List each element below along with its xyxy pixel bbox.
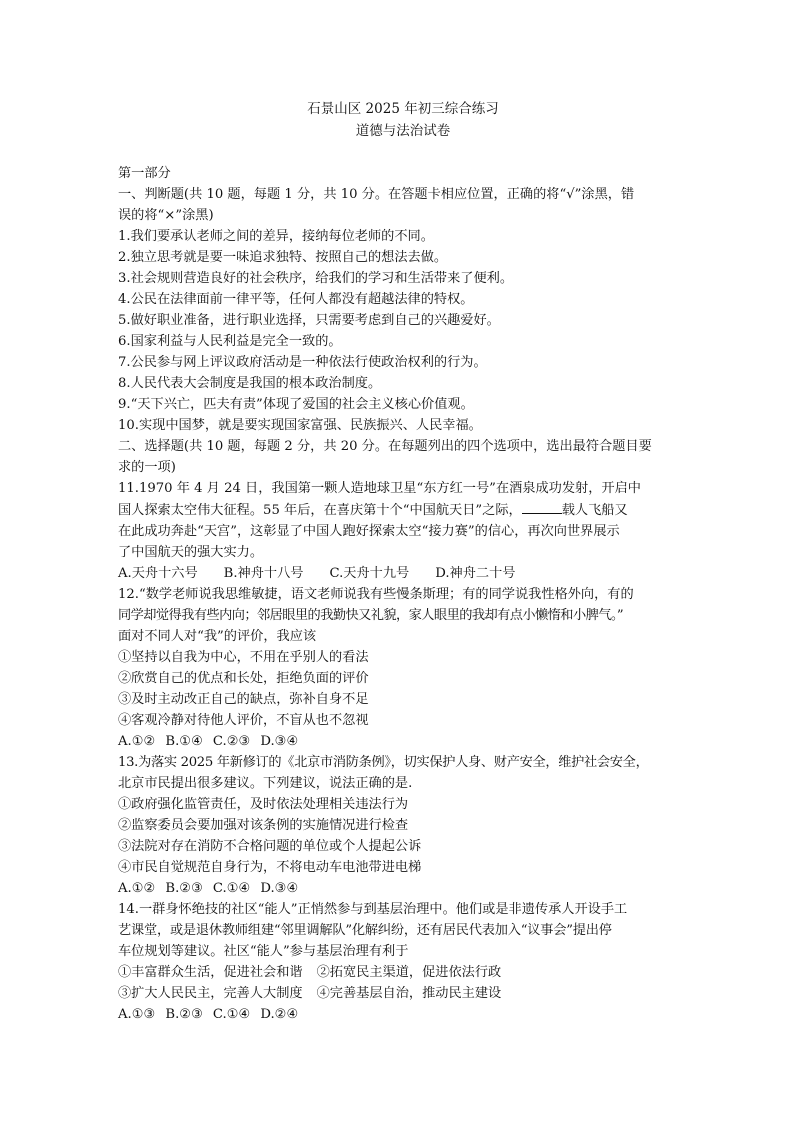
q12-item: ①坚持以自我为中心，不用在乎别人的看法 bbox=[118, 650, 369, 665]
section1-instructions: 一、判断题(共 10 题，每题 1 分，共 10 分。在答题卡相应位置，正确的将“√”涂黑，错 bbox=[118, 187, 635, 202]
option-b: B.②③ bbox=[165, 881, 203, 896]
judge-item: 1.我们要承认老师之间的差异，接纳每位老师的不同。 bbox=[118, 229, 434, 244]
q11-stem-line bbox=[118, 499, 688, 521]
option-a: A.①③ bbox=[118, 1007, 156, 1022]
q12-stem-line: 12.“数学老师说我思维敏捷，语文老师说我有些慢条斯理；有的同学说我性格外向，有的 bbox=[118, 587, 634, 602]
question-11 bbox=[118, 478, 688, 584]
fill-in-blank bbox=[522, 499, 562, 514]
question-12 bbox=[118, 584, 688, 752]
exam-subject: 道德与法治试卷 bbox=[355, 123, 451, 139]
q11-stem-part: 国人探索太空伟大征程。55 年后，在喜庆第十个“中国航天日”之际， bbox=[118, 503, 522, 518]
q11-stem-line: 在此成功奔赴“天宫”，这彰显了中国人跑好探索太空“接力赛”的信心，再次向世界展示 bbox=[118, 524, 620, 539]
q13-item: ②监察委员会要加强对该条例的实施情况进行检查 bbox=[118, 818, 409, 833]
option-d: D.②④ bbox=[260, 1007, 299, 1022]
title-spacer bbox=[118, 142, 688, 163]
q14-choices bbox=[118, 1004, 688, 1025]
option-b: B.②③ bbox=[165, 1007, 203, 1022]
option-c: C.①④ bbox=[212, 1007, 251, 1022]
q13-item: ③法院对存在消防不合格问题的单位或个人提起公诉 bbox=[118, 839, 422, 854]
q12-item: ③及时主动改正自己的缺点，弥补自身不足 bbox=[118, 692, 369, 707]
q13-item: ①政府强化监管责任，及时依法处理相关违法行为 bbox=[118, 797, 409, 812]
judge-item: 9.“天下兴亡，匹夫有责”体现了爱国的社会主义核心价值观。 bbox=[118, 397, 474, 412]
q11-stem-part: 载人飞船又 bbox=[561, 503, 628, 518]
option-a: A.①② bbox=[118, 734, 156, 749]
q13-stem-line: 北京市民提出很多建议。下列建议，说法正确的是. bbox=[118, 776, 413, 791]
judge-item: 10.实现中国梦，就是要实现国家富强、民族振兴、人民幸福。 bbox=[118, 418, 482, 433]
judge-item: 4.公民在法律面前一律平等，任何人都没有超越法律的特权。 bbox=[118, 292, 474, 307]
option-c: C.天舟十九号 bbox=[329, 566, 410, 581]
section2-instructions-cont: 求的一项) bbox=[118, 460, 176, 475]
question-14 bbox=[118, 899, 688, 1025]
option-a: A.①② bbox=[118, 881, 156, 896]
option-d: D.③④ bbox=[260, 734, 299, 749]
judge-item: 7.公民参与网上评议政府活动是一种依法行使政治权利的行为。 bbox=[118, 355, 487, 370]
q14-item: ④完善基层自治，推动民主建设 bbox=[316, 986, 502, 1001]
q14-stem-line: 艺课堂，或是退休教师组建“邻里调解队”化解纠纷，还有居民代表加入“议事会”提出停 bbox=[118, 923, 612, 938]
exam-title: 石景山区 2025 年初三综合练习 bbox=[307, 101, 499, 117]
judge-item: 6.国家利益与人民利益是完全一致的。 bbox=[118, 334, 342, 349]
q14-item: ②拓宽民主渠道，促进依法行政 bbox=[316, 965, 502, 980]
option-a: A.天舟十六号 bbox=[118, 566, 198, 581]
q11-options bbox=[118, 563, 688, 584]
q14-item: ③扩大人民民主，完善人大制度 bbox=[118, 986, 303, 1001]
option-b: B.神舟十八号 bbox=[223, 566, 304, 581]
q13-choices bbox=[118, 878, 688, 899]
judge-list bbox=[118, 226, 688, 436]
q12-stem-line: 同学却觉得我有些内向；邻居眼里的我勤快又礼貌，家人眼里的我却有点小懒惰和小脾气。” bbox=[118, 608, 624, 623]
judge-item: 2.独立思考就是要一味追求独特、按照自己的想法去做。 bbox=[118, 250, 448, 265]
option-d: D.神舟二十号 bbox=[435, 566, 516, 581]
option-c: C.②③ bbox=[212, 734, 251, 749]
q13-stem-line: 13.为落实 2025 年新修订的《北京市消防条例》，切实保护人身、财产安全，维护社会安全， bbox=[118, 755, 649, 770]
q12-choices bbox=[118, 731, 688, 752]
judge-item: 3.社会规则营造良好的社会秩序，给我们的学习和生活带来了便利。 bbox=[118, 271, 514, 286]
part-label: 第一部分 bbox=[118, 166, 171, 181]
option-b: B.①④ bbox=[165, 734, 203, 749]
q12-stem-line: 面对不同人对“我”的评价，我应该 bbox=[118, 629, 317, 644]
q14-item-row bbox=[118, 983, 688, 1004]
judge-item: 5.做好职业准备，进行职业选择，只需要考虑到自己的兴趣爱好。 bbox=[118, 313, 500, 328]
section1-instructions-cont: 误的将“×”涂黑) bbox=[118, 208, 214, 223]
judge-item: 8.人民代表大会制度是我国的根本政治制度。 bbox=[118, 376, 382, 391]
q14-item: ①丰富群众生活，促进社会和谐 bbox=[118, 965, 303, 980]
section2-instructions: 二、选择题(共 10 题，每题 2 分，共 20 分。在每题列出的四个选项中，选出最符合题目要 bbox=[118, 439, 652, 454]
q14-item-row bbox=[118, 962, 688, 983]
question-13 bbox=[118, 752, 688, 899]
q12-item: ②欣赏自己的优点和长处，拒绝负面的评价 bbox=[118, 671, 369, 686]
q11-stem-line: 11.1970 年 4 月 24 日，我国第一颗人造地球卫星“东方红一号”在酒泉成功发射，开启中 bbox=[118, 481, 641, 496]
option-d: D.③④ bbox=[260, 881, 299, 896]
q11-stem-line: 了中国航天的强大实力。 bbox=[118, 545, 264, 560]
q13-item: ④市民自觉规范自身行为，不将电动车电池带进电梯 bbox=[118, 860, 422, 875]
q14-stem-line: 14.一群身怀绝技的社区“能人”正悄然参与到基层治理中。他们或是非遗传承人开设手工 bbox=[118, 902, 628, 917]
q14-stem-line: 车位规划等建议。社区“能人”参与基层治理有利于 bbox=[118, 944, 409, 959]
exam-page bbox=[118, 98, 688, 1025]
option-c: C.①④ bbox=[212, 881, 251, 896]
q12-item: ④客观冷静对待他人评价，不盲从也不忽视 bbox=[118, 713, 369, 728]
